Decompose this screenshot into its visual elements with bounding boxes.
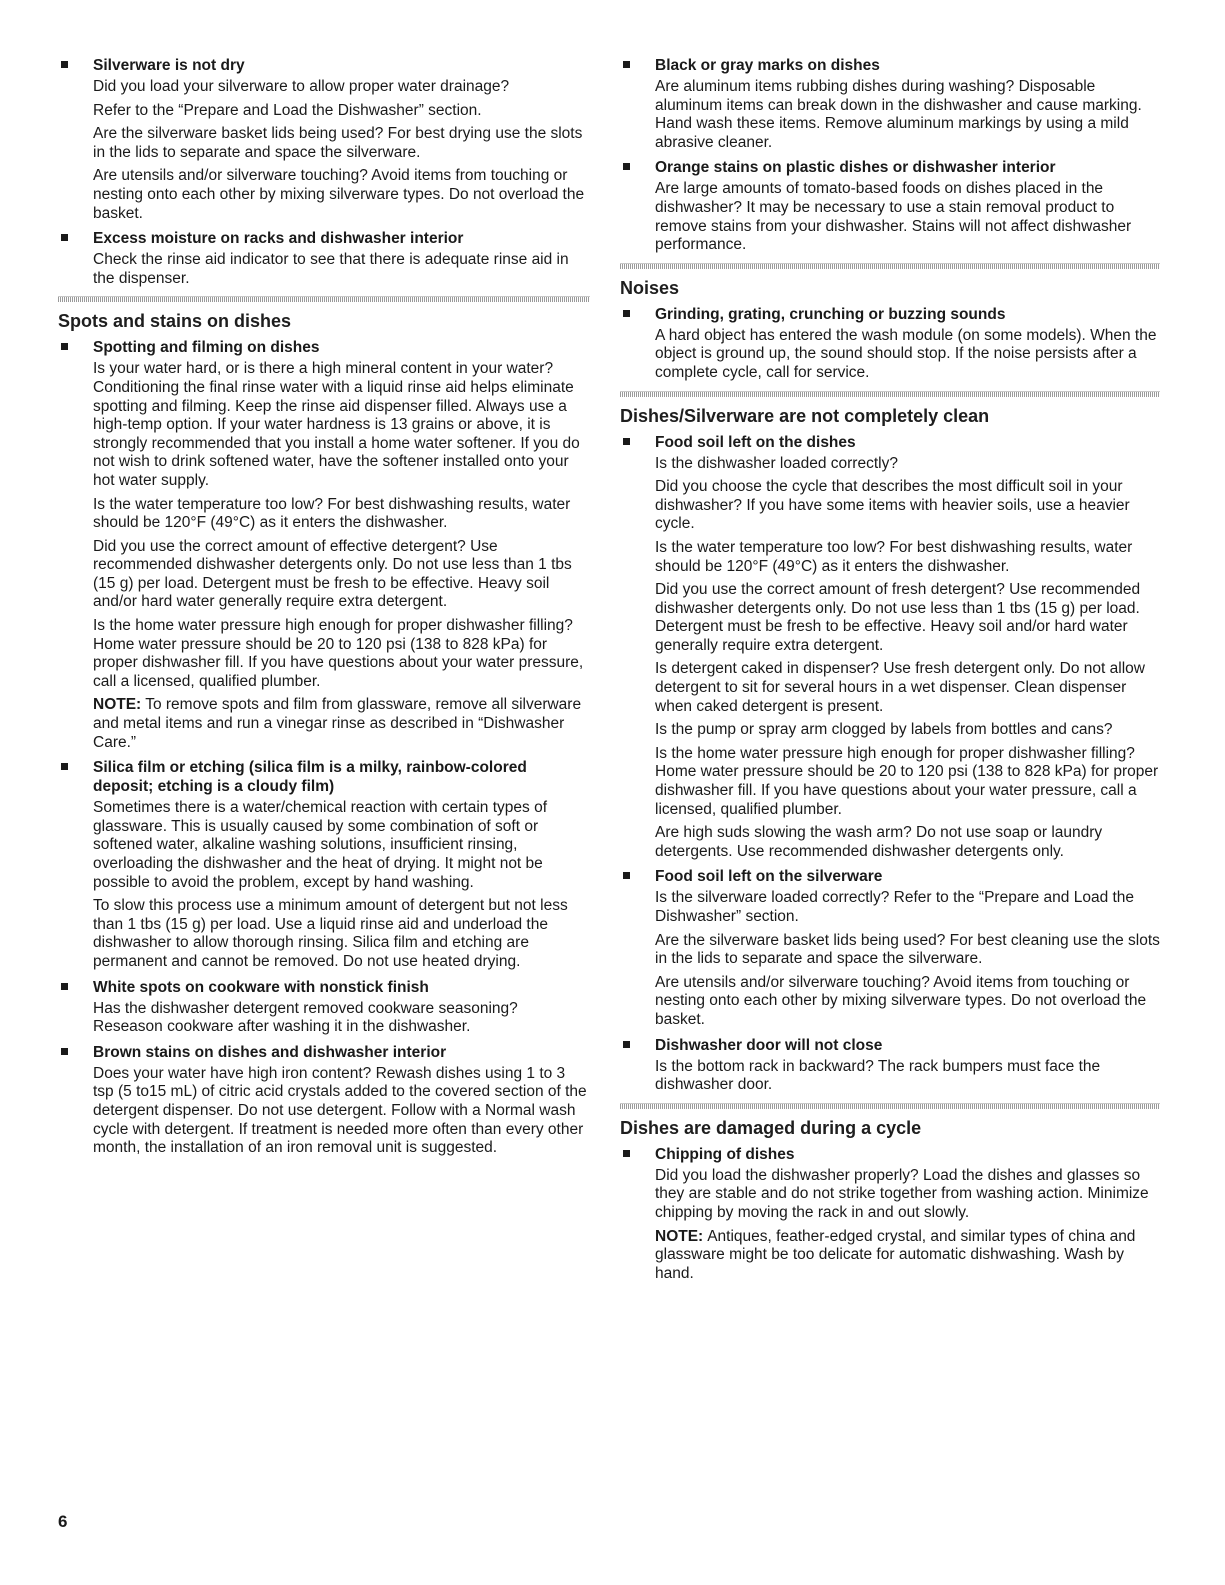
square-bullet-icon — [623, 1041, 630, 1048]
paragraph-text: Are utensils and/or silverware touching? Avoid items from touching or nesting onto each other by mixing silverware types. Do not overload the basket. — [655, 973, 1147, 1028]
solution-paragraph — [655, 721, 1160, 740]
paragraph-text: Sometimes there is a water/chemical reaction with certain types of glassware. This is usually caused by some combination of soft or softened water, alkaline washing solutions, insufficient rinsing, overloading the dishwasher and the heat of drying. It might not be possible to avoid the problem, except by hand washing. — [93, 799, 547, 891]
paragraph-text: Is the water temperature too low? For best dishwashing results, water should be 120°F (49°C) as it enters the dishwasher. — [93, 495, 571, 532]
section-divider — [620, 263, 1160, 269]
solution-paragraph — [93, 617, 590, 691]
square-bullet-icon — [623, 310, 630, 317]
problem-item — [58, 978, 590, 1037]
problem-item — [620, 1145, 1160, 1284]
section-heading: Noises — [620, 277, 680, 298]
right-column — [620, 56, 1160, 1289]
note-paragraph — [93, 696, 590, 752]
section-divider — [58, 296, 590, 302]
problem-heading: Food soil left on the silverware — [655, 868, 883, 886]
solution-paragraph — [655, 824, 1160, 861]
solution-paragraph — [93, 360, 590, 490]
problem-item — [620, 158, 1160, 254]
problem-item — [620, 305, 1160, 383]
solution-paragraph — [93, 538, 590, 612]
paragraph-text: Is the water temperature too low? For best dishwashing results, water should be 120°F (49°C) as it enters the dishwasher. — [655, 538, 1133, 575]
problem-heading: Excess moisture on racks and dishwasher interior — [93, 230, 464, 248]
troubleshooting-section-dishes-are-damaged-during-a-cycle — [620, 1103, 1160, 1284]
solution-paragraph — [93, 496, 590, 533]
solution-paragraph — [655, 455, 1160, 474]
troubleshooting-section — [620, 56, 1160, 255]
left-column — [58, 56, 590, 1164]
problem-heading: Silica film or etching (silica film is a milky, rainbow-colored deposit; etching is a cloudy film) — [93, 759, 527, 796]
problem-item — [58, 338, 590, 752]
paragraph-text: Is detergent caked in dispenser? Use fresh detergent only. Do not allow detergent to sit for several hours in a wet dispenser. Clean dispenser when caked detergent is present. — [655, 660, 1145, 715]
paragraph-text: A hard object has entered the wash module (on some models). When the object is ground up, the sound should stop. If the noise persists after a complete cycle, call for service. — [655, 326, 1157, 381]
paragraph-text: Did you load the dishwasher properly? Load the dishes and glasses so they are stable and do not strike together from washing action. Minimize chipping by moving the rack in and out slowly. — [655, 1166, 1149, 1221]
paragraph-text: Are utensils and/or silverware touching? Avoid items from touching or nesting onto each other by mixing silverware types. Do not overload the basket. — [93, 167, 585, 222]
problem-item — [58, 1043, 590, 1158]
problem-item — [58, 758, 590, 971]
problem-heading: Chipping of dishes — [655, 1145, 795, 1163]
paragraph-text: Is the pump or spray arm clogged by labels from bottles and cans? — [655, 721, 1113, 739]
solution-paragraph — [655, 327, 1160, 383]
solution-paragraph — [655, 478, 1160, 534]
paragraph-text: Did you load your silverware to allow proper water drainage? — [93, 78, 510, 95]
paragraph-text: Is your water hard, or is there a high mineral content in your water? Conditioning the final rinse water with a liquid rinse aid helps eliminate spotting and filming. Keep the rinse aid dispenser filled. Always use a high-temp option. If your water hardness is 13 grains or above, it is strongly recommended that you install a home water softener. If you do not wish to drink softened water, have the softener installed onto your hot water supply. — [93, 360, 580, 489]
problem-heading: Grinding, grating, crunching or buzzing sounds — [655, 305, 1006, 323]
paragraph-text: Are large amounts of tomato-based foods on dishes placed in the dishwasher? It may be necessary to use a stain removal product to remove stains from your dishwasher. Stains will not affect dishwasher performance. — [655, 180, 1132, 254]
problem-item — [620, 1036, 1160, 1095]
solution-paragraph — [655, 660, 1160, 716]
paragraph-text: Check the rinse aid indicator to see that there is adequate rinse aid in the dispenser. — [93, 251, 569, 287]
solution-paragraph — [655, 974, 1160, 1030]
paragraph-text: Antiques, feather-edged crystal, and similar types of china and glassware might be too delicate for automatic dishwashing. Wash by hand. — [655, 1227, 1136, 1282]
paragraph-text: To slow this process use a minimum amount of detergent but not less than 1 tbs (15 g) per load. Use a liquid rinse aid and underload the dishwasher to allow thorough rinsing. Silica film and etching are permanent and cannot be removed. Do not use heated drying. — [93, 897, 568, 970]
solution-paragraph — [93, 799, 590, 892]
square-bullet-icon — [61, 234, 68, 241]
problem-item — [620, 56, 1160, 152]
square-bullet-icon — [623, 163, 630, 170]
square-bullet-icon — [61, 61, 68, 68]
problem-heading: Dishwasher door will not close — [655, 1036, 883, 1054]
paragraph-text: Refer to the “Prepare and Load the Dishwasher” section. — [93, 101, 482, 119]
problem-item — [58, 56, 590, 223]
solution-paragraph — [655, 932, 1160, 969]
problem-heading: Silverware is not dry — [93, 57, 245, 74]
paragraph-text: Has the dishwasher detergent removed cookware seasoning? Reseason cookware after washing it in the dishwasher. — [93, 999, 518, 1036]
section-divider — [620, 391, 1160, 397]
solution-paragraph — [655, 1058, 1160, 1095]
paragraph-text: Are the silverware basket lids being used? For best drying use the slots in the lids to separate and space the silverware. — [93, 125, 583, 161]
solution-paragraph — [93, 125, 590, 162]
note-label: NOTE: — [93, 696, 142, 714]
problem-heading: Orange stains on plastic dishes or dishwasher interior — [655, 159, 1056, 177]
square-bullet-icon — [623, 438, 630, 445]
troubleshooting-section-spots-and-stains-on-dishes — [58, 296, 590, 1157]
square-bullet-icon — [61, 763, 68, 770]
troubleshooting-section-dishes-silverware-are-not-completely-cle — [620, 391, 1160, 1095]
section-heading: Spots and stains on dishes — [58, 311, 292, 332]
square-bullet-icon — [623, 872, 630, 879]
problem-item — [58, 229, 590, 288]
square-bullet-icon — [623, 61, 630, 68]
section-divider — [620, 1103, 1160, 1109]
paragraph-text: Is the home water pressure high enough for proper dishwasher filling? Home water pressure should be 20 to 120 psi (138 to 828 kPa) for proper dishwasher fill. If you have questions about your water pressure, call a licensed, qualified plumber. — [655, 744, 1159, 818]
solution-paragraph — [655, 539, 1160, 576]
troubleshooting-section-noises — [620, 263, 1160, 383]
paragraph-text: Is the bottom rack in backward? The rack bumpers must face the dishwasher door. — [655, 1057, 1101, 1094]
problem-item — [620, 433, 1160, 862]
paragraph-text: Are high suds slowing the wash arm? Do not use soap or laundry detergents. Use recommended dishwasher detergents only. — [655, 824, 1103, 860]
page-number: 6 — [58, 1512, 68, 1531]
paragraph-text: Did you use the correct amount of effective detergent? Use recommended dishwasher detergents only. Do not use less than 1 tbs (15 g) per load. Detergent must be fresh to be effective. Heavy soil and/or hard water generally require extra detergent. — [93, 537, 572, 611]
solution-paragraph — [93, 78, 590, 97]
solution-paragraph — [655, 1167, 1160, 1223]
solution-paragraph — [655, 78, 1160, 152]
solution-paragraph — [93, 102, 590, 121]
problem-heading: Brown stains on dishes and dishwasher interior — [93, 1043, 447, 1061]
problem-heading: Spotting and filming on dishes — [93, 339, 320, 357]
solution-paragraph — [93, 1065, 590, 1158]
solution-paragraph — [655, 581, 1160, 655]
paragraph-text: Did you choose the cycle that describes the most difficult soil in your dishwasher? If you have some items with heavier soils, use a heavier cycle. — [655, 478, 1130, 533]
square-bullet-icon — [61, 343, 68, 350]
paragraph-text: Are the silverware basket lids being used? For best cleaning use the slots in the lids to separate and space the silverware. — [655, 931, 1160, 968]
problem-heading: Food soil left on the dishes — [655, 433, 856, 451]
solution-paragraph — [655, 745, 1160, 819]
problem-heading: Black or gray marks on dishes — [655, 57, 880, 74]
square-bullet-icon — [61, 1048, 68, 1055]
solution-paragraph — [655, 889, 1160, 926]
note-label: NOTE: — [655, 1227, 704, 1245]
solution-paragraph — [93, 167, 590, 223]
paragraph-text: Is the home water pressure high enough for proper dishwasher filling? Home water pressure should be 20 to 120 psi (138 to 828 kPa) for proper dishwasher fill. If you have questions about your water pressure, call a licensed, qualified plumber. — [93, 617, 584, 690]
note-paragraph — [655, 1228, 1160, 1284]
paragraph-text: To remove spots and film from glassware, remove all silverware and metal items and run a vinegar rinse as described in “Dishwasher Care.” — [93, 696, 582, 751]
problem-heading: White spots on cookware with nonstick finish — [93, 978, 429, 996]
paragraph-text: Did you use the correct amount of fresh detergent? Use recommended dishwasher detergents only. Do not use less than 1 tbs (15 g) per load. Detergent must be fresh to be effective. Heavy soil and/or hard water generally require extra detergent. — [655, 581, 1141, 654]
paragraph-text: Does your water have high iron content? Rewash dishes using 1 to 3 tsp (5 to15 mL) of citric acid crystals added to the covered section of the detergent dispenser. Do not use detergent. Follow with a Normal wash cycle with detergent. If treatment is needed more often than every other month, the installation of an iron removal unit is suggested. — [93, 1064, 587, 1157]
paragraph-text: Is the silverware loaded correctly? Refer to the “Prepare and Load the Dishwasher” section. — [655, 889, 1135, 925]
problem-item — [620, 867, 1160, 1029]
solution-paragraph — [93, 251, 590, 288]
section-heading: Dishes are damaged during a cycle — [620, 1117, 922, 1138]
section-heading: Dishes/Silverware are not completely clean — [620, 405, 990, 426]
paragraph-text: Is the dishwasher loaded correctly? — [655, 454, 898, 472]
solution-paragraph — [655, 180, 1160, 254]
solution-paragraph — [93, 897, 590, 971]
square-bullet-icon — [61, 983, 68, 990]
square-bullet-icon — [623, 1150, 630, 1157]
solution-paragraph — [93, 1000, 590, 1037]
paragraph-text: Are aluminum items rubbing dishes during washing? Disposable aluminum items can break down in the dishwasher and cause marking. Hand wash these items. Remove aluminum markings by using a mild abrasive cleaner. — [655, 78, 1142, 151]
troubleshooting-section — [58, 56, 590, 288]
